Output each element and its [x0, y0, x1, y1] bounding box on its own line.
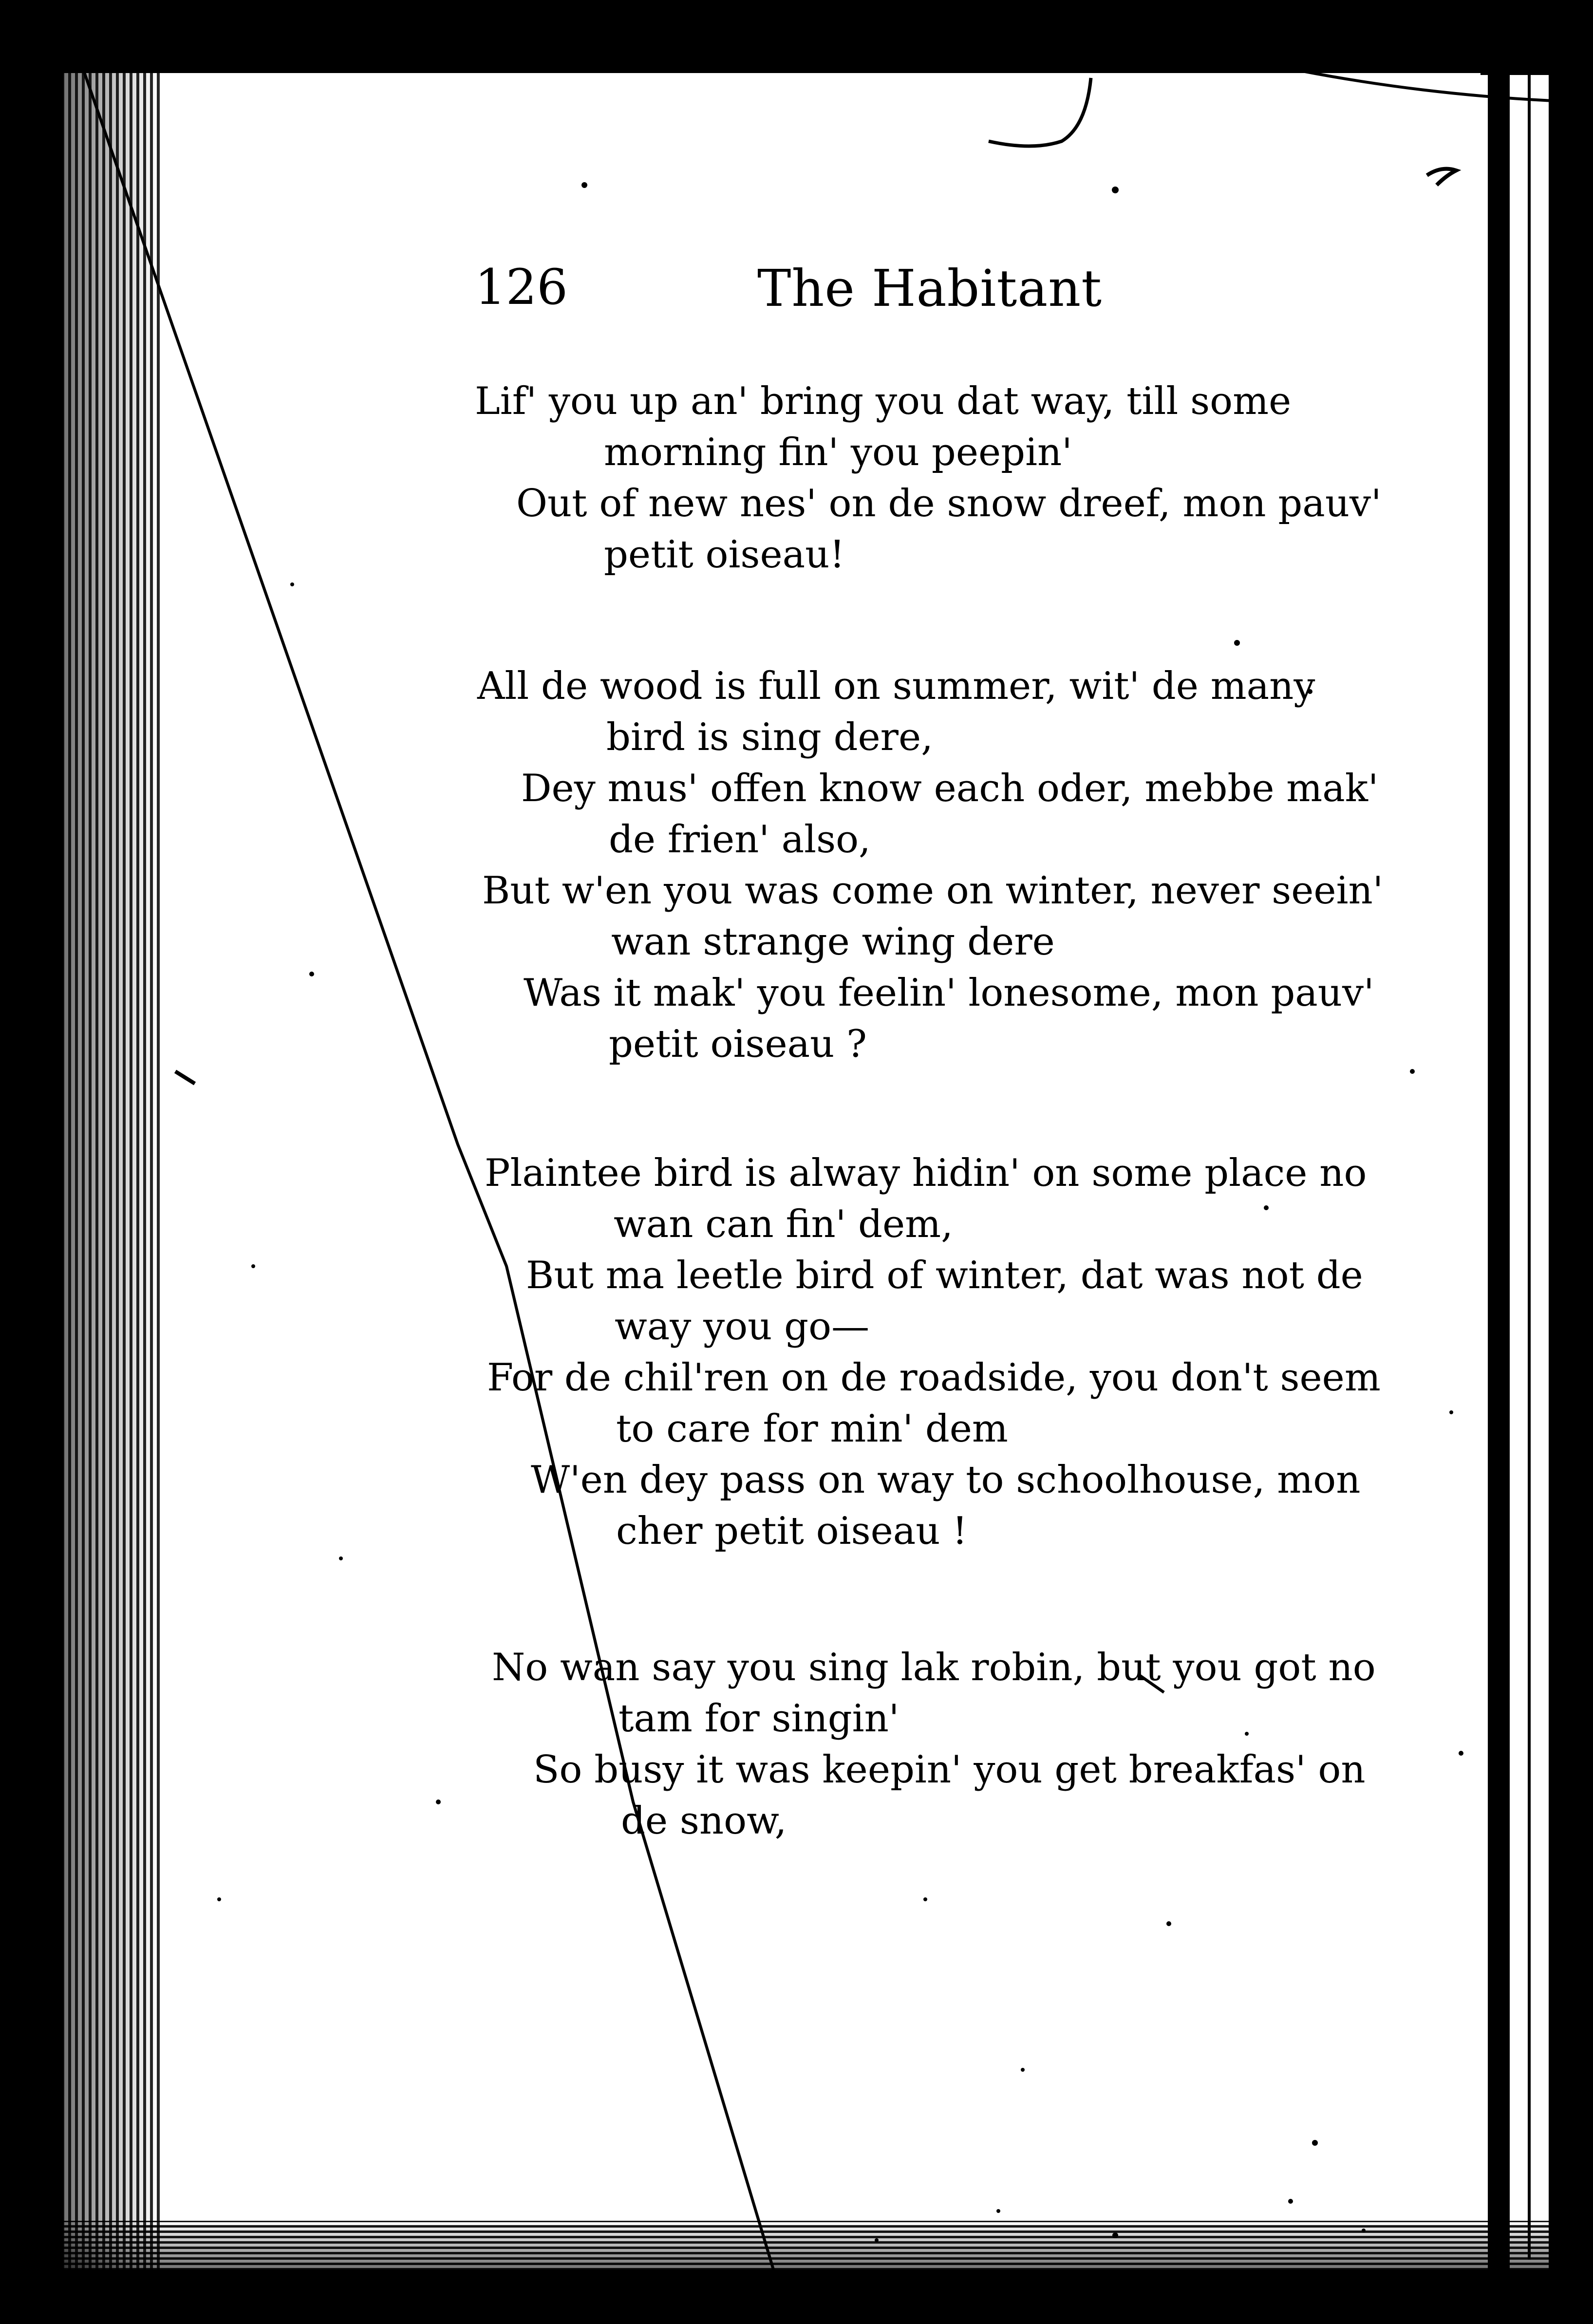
ink-mark: [1427, 169, 1456, 185]
page-number: 126: [475, 259, 568, 316]
poem-line: Out of new nes' on de snow dreef, mon pauv': [516, 482, 1382, 525]
poem-line: Was it mak' you feelin' lonesome, mon pauv': [524, 971, 1374, 1015]
running-head: The Habitant: [757, 259, 1103, 318]
pen-mark: [989, 78, 1091, 146]
poem-line: No wan say you sing lak robin, but you got no: [492, 1646, 1376, 1689]
poem-line: way you go—: [615, 1305, 870, 1349]
poem-line: Lif' you up an' bring you dat way, till some: [475, 379, 1292, 423]
poem-line: wan strange wing dere: [611, 920, 1055, 964]
top-scan-band: [0, 0, 1593, 73]
poem-line: So busy it was keepin' you get breakfas' on: [533, 1748, 1366, 1792]
poem-line: wan can fin' dem,: [614, 1202, 953, 1246]
poem-line: petit oiseau ?: [609, 1022, 867, 1066]
poem-line: But ma leetle bird of winter, dat was not de: [526, 1254, 1363, 1297]
poem-line: de snow,: [621, 1799, 787, 1843]
poem-line: bird is sing dere,: [606, 715, 933, 759]
poem-line: For de chil'ren on de roadside, you don't seem: [487, 1356, 1381, 1400]
poem-line: Dey mus' offen know each oder, mebbe mak': [521, 767, 1379, 810]
poem-line: W'en dey pass on way to schoolhouse, mon: [531, 1458, 1361, 1502]
poem-line: cher petit oiseau !: [616, 1509, 968, 1553]
poem-line: tam for singin': [618, 1697, 900, 1741]
poem-line: But w'en you was come on winter, never seein': [482, 869, 1384, 913]
poem-line: to care for min' dem: [616, 1407, 1008, 1451]
poem-line: Plaintee bird is alway hidin' on some place no: [485, 1151, 1367, 1195]
poem-line: petit oiseau!: [604, 533, 845, 577]
stray-mark-left: [175, 1071, 195, 1084]
poem-line: morning fin' you peepin': [604, 431, 1072, 474]
poem-line: de frien' also,: [609, 818, 871, 862]
poem-line: All de wood is full on summer, wit' de many: [477, 664, 1315, 708]
